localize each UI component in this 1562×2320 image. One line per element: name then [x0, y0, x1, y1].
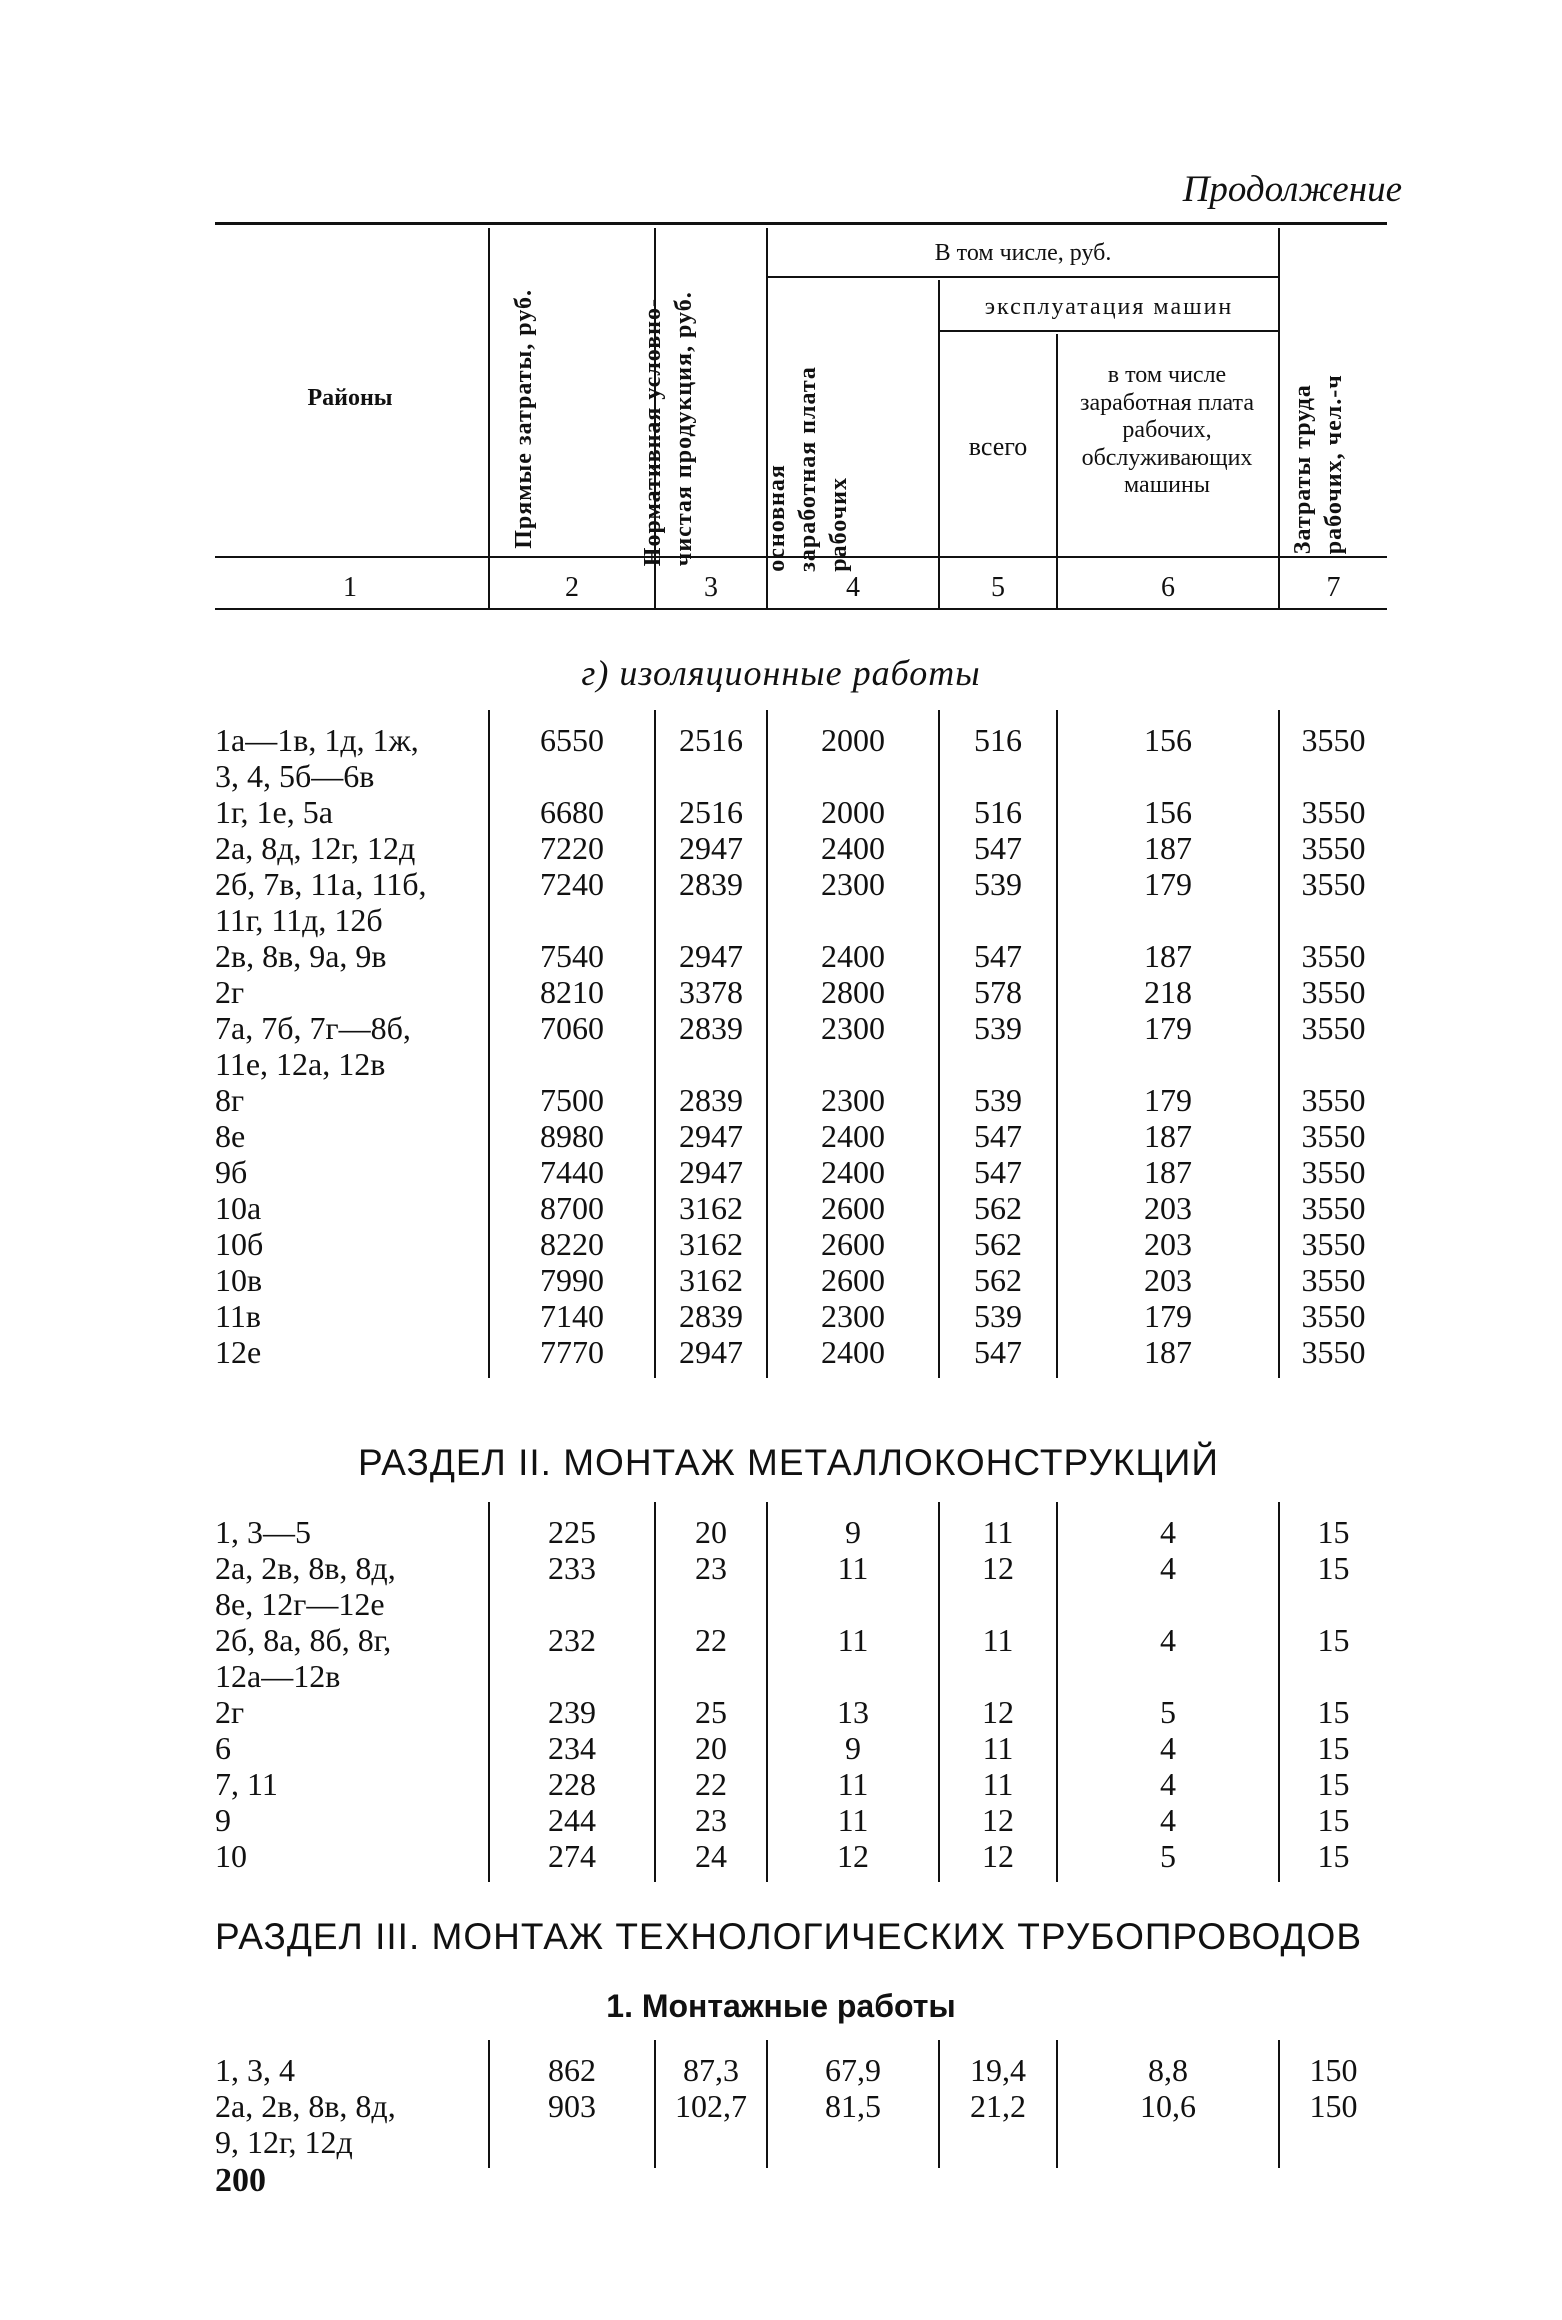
- value-cell: 11: [837, 1802, 869, 1838]
- value-cell: 4: [1160, 1766, 1176, 1802]
- value-cell: 3550: [1301, 1298, 1366, 1334]
- column-divider: [766, 2040, 768, 2168]
- value-cell: 8700: [540, 1190, 604, 1226]
- value-cell: 150: [1309, 2052, 1358, 2088]
- value-cell: 15: [1317, 1694, 1350, 1730]
- value-cell: 187: [1144, 830, 1192, 866]
- value-cell: 516: [974, 794, 1022, 830]
- value-cell: 3550: [1301, 1010, 1366, 1046]
- header-top-rule: [215, 222, 1387, 225]
- value-cell: 2947: [679, 830, 743, 866]
- value-cell: 87,3: [683, 2052, 739, 2088]
- table-row: [0, 2052, 1562, 2088]
- value-cell: 2516: [679, 722, 743, 758]
- value-cell: 8980: [540, 1118, 604, 1154]
- value-cell: 2839: [679, 1010, 743, 1046]
- value-cell: 3162: [679, 1262, 743, 1298]
- value-cell: 539: [974, 1082, 1022, 1118]
- column-divider: [654, 2040, 656, 2168]
- value-cell: 2300: [821, 1010, 885, 1046]
- column-divider: [488, 2040, 490, 2168]
- value-cell: 516: [974, 722, 1022, 758]
- region-cell: 2б, 8а, 8б, 8г,: [215, 1622, 392, 1658]
- region-cell: 10б: [215, 1226, 264, 1262]
- table-row: [0, 1226, 1562, 1262]
- table-row: [0, 794, 1562, 830]
- region-cell: 8е: [215, 1118, 246, 1154]
- value-cell: 150: [1309, 2088, 1358, 2124]
- value-cell: 179: [1144, 1298, 1192, 1334]
- value-cell: 6680: [540, 794, 604, 830]
- including-rule: [768, 276, 1278, 278]
- value-cell: 2300: [821, 866, 885, 902]
- value-cell: 562: [974, 1190, 1022, 1226]
- value-cell: 2947: [679, 1154, 743, 1190]
- value-cell: 2947: [679, 938, 743, 974]
- column-divider: [1056, 1502, 1058, 1882]
- value-cell: 11: [837, 1550, 869, 1586]
- value-cell: 2000: [821, 722, 885, 758]
- value-cell: 903: [548, 2088, 596, 2124]
- table-row: [0, 1082, 1562, 1118]
- value-cell: 3550: [1301, 830, 1366, 866]
- value-cell: 5: [1160, 1694, 1176, 1730]
- table-row: [0, 2088, 1562, 2160]
- value-cell: 2300: [821, 1298, 885, 1334]
- region-cell: 12а—12в: [215, 1658, 341, 1694]
- value-cell: 3550: [1301, 974, 1366, 1010]
- value-cell: 15: [1317, 1550, 1350, 1586]
- value-cell: 8220: [540, 1226, 604, 1262]
- value-cell: 156: [1144, 794, 1192, 830]
- value-cell: 15: [1317, 1622, 1350, 1658]
- value-cell: 11: [982, 1622, 1014, 1658]
- value-cell: 239: [548, 1694, 596, 1730]
- table-row: [0, 866, 1562, 938]
- value-cell: 539: [974, 1010, 1022, 1046]
- colnum-6: 6: [1161, 572, 1175, 603]
- value-cell: 2600: [821, 1226, 885, 1262]
- region-cell: 3, 4, 5б—6в: [215, 758, 375, 794]
- value-cell: 2516: [679, 794, 743, 830]
- value-cell: 2839: [679, 1298, 743, 1334]
- value-cell: 244: [548, 1802, 596, 1838]
- region-cell: 11е, 12а, 12в: [215, 1046, 386, 1082]
- region-cell: 2а, 2в, 8в, 8д,: [215, 1550, 396, 1586]
- colnum-4: 4: [846, 572, 860, 603]
- value-cell: 9: [845, 1514, 861, 1550]
- value-cell: 21,2: [970, 2088, 1026, 2124]
- value-cell: 3550: [1301, 1226, 1366, 1262]
- table-row: [0, 1730, 1562, 1766]
- value-cell: 7240: [540, 866, 604, 902]
- value-cell: 12: [982, 1550, 1014, 1586]
- region-cell: 2г: [215, 1694, 245, 1730]
- value-cell: 4: [1160, 1514, 1176, 1550]
- region-cell: 11в: [215, 1298, 261, 1334]
- value-cell: 81,5: [825, 2088, 881, 2124]
- value-cell: 274: [548, 1838, 596, 1874]
- value-cell: 562: [974, 1262, 1022, 1298]
- column-divider: [766, 710, 768, 1378]
- value-cell: 15: [1317, 1838, 1350, 1874]
- value-cell: 2400: [821, 830, 885, 866]
- value-cell: 22: [695, 1766, 727, 1802]
- table-row: [0, 938, 1562, 974]
- table-row: [0, 1334, 1562, 1370]
- value-cell: 547: [974, 1154, 1022, 1190]
- region-cell: 6: [215, 1730, 231, 1766]
- value-cell: 7060: [540, 1010, 604, 1046]
- value-cell: 15: [1317, 1730, 1350, 1766]
- table-row: [0, 1514, 1562, 1550]
- column-divider: [1278, 1502, 1280, 1882]
- colnum-3: 3: [704, 572, 718, 603]
- header-labor-costs: Затраты труда рабочих, чел.-ч: [1289, 374, 1347, 555]
- value-cell: 15: [1317, 1766, 1350, 1802]
- value-cell: 3550: [1301, 1082, 1366, 1118]
- value-cell: 233: [548, 1550, 596, 1586]
- value-cell: 6550: [540, 722, 604, 758]
- table-row: [0, 722, 1562, 794]
- region-cell: 7а, 7б, 7г—8б,: [215, 1010, 411, 1046]
- section-2-title: РАЗДЕЛ II. МОНТАЖ МЕТАЛЛОКОНСТРУКЦИЙ: [358, 1442, 1219, 1483]
- value-cell: 2600: [821, 1262, 885, 1298]
- page-number: 200: [215, 2162, 266, 2199]
- column-divider: [1056, 2040, 1058, 2168]
- value-cell: 2400: [821, 1154, 885, 1190]
- region-cell: 10в: [215, 1262, 263, 1298]
- value-cell: 3550: [1301, 1334, 1366, 1370]
- colnum-5: 5: [991, 572, 1005, 603]
- value-cell: 20: [695, 1730, 727, 1766]
- region-cell: 1, 3, 4: [215, 2052, 295, 2088]
- region-cell: 9б: [215, 1154, 248, 1190]
- colnum-2: 2: [565, 572, 579, 603]
- table-row: [0, 1154, 1562, 1190]
- value-cell: 179: [1144, 1010, 1192, 1046]
- region-cell: 7, 11: [215, 1766, 278, 1802]
- value-cell: 3550: [1301, 938, 1366, 974]
- value-cell: 7500: [540, 1082, 604, 1118]
- value-cell: 7770: [540, 1334, 604, 1370]
- header-including-wage: в том числе заработная плата рабочих, обслуживающих машины: [1080, 362, 1254, 499]
- value-cell: 539: [974, 1298, 1022, 1334]
- value-cell: 203: [1144, 1226, 1192, 1262]
- value-cell: 7990: [540, 1262, 604, 1298]
- column-divider: [938, 1502, 940, 1882]
- value-cell: 2800: [821, 974, 885, 1010]
- value-cell: 3550: [1301, 1262, 1366, 1298]
- region-cell: 9: [215, 1802, 231, 1838]
- column-divider: [1056, 710, 1058, 1378]
- value-cell: 225: [548, 1514, 596, 1550]
- value-cell: 8,8: [1148, 2052, 1188, 2088]
- value-cell: 2000: [821, 794, 885, 830]
- value-cell: 12: [982, 1802, 1014, 1838]
- table-row: [0, 1550, 1562, 1622]
- value-cell: 23: [695, 1550, 727, 1586]
- header-divider: [1056, 334, 1058, 608]
- colnum-1: 1: [343, 572, 357, 603]
- value-cell: 4: [1160, 1730, 1176, 1766]
- table-row: [0, 1190, 1562, 1226]
- region-cell: 2г: [215, 974, 245, 1010]
- value-cell: 12: [982, 1838, 1014, 1874]
- header-regions: Районы: [307, 385, 393, 411]
- value-cell: 187: [1144, 1334, 1192, 1370]
- section-3-title: РАЗДЕЛ III. МОНТАЖ ТЕХНОЛОГИЧЕСКИХ ТРУБОПРОВОДОВ: [215, 1916, 1363, 1957]
- region-cell: 2а, 8д, 12г, 12д: [215, 830, 416, 866]
- table-row: [0, 1766, 1562, 1802]
- value-cell: 102,7: [675, 2088, 747, 2124]
- value-cell: 15: [1317, 1802, 1350, 1838]
- region-cell: 2в, 8в, 9а, 9в: [215, 938, 387, 974]
- value-cell: 228: [548, 1766, 596, 1802]
- value-cell: 2400: [821, 938, 885, 974]
- value-cell: 23: [695, 1802, 727, 1838]
- colnum-bottom-rule: [215, 608, 1387, 610]
- value-cell: 234: [548, 1730, 596, 1766]
- value-cell: 3550: [1301, 794, 1366, 830]
- header-including-rub: В том числе, руб.: [934, 240, 1112, 266]
- header-divider: [488, 228, 490, 608]
- value-cell: 11: [982, 1766, 1014, 1802]
- value-cell: 2839: [679, 866, 743, 902]
- value-cell: 15: [1317, 1514, 1350, 1550]
- value-cell: 19,4: [970, 2052, 1026, 2088]
- value-cell: 3550: [1301, 866, 1366, 902]
- table-row: [0, 1622, 1562, 1694]
- column-divider: [488, 1502, 490, 1882]
- column-divider: [766, 1502, 768, 1882]
- region-cell: 2б, 7в, 11а, 11б,: [215, 866, 427, 902]
- region-cell: 8е, 12г—12е: [215, 1586, 385, 1622]
- table-row: [0, 1298, 1562, 1334]
- value-cell: 547: [974, 830, 1022, 866]
- column-divider: [938, 2040, 940, 2168]
- table-row: [0, 1118, 1562, 1154]
- value-cell: 13: [837, 1694, 869, 1730]
- table-row: [0, 830, 1562, 866]
- value-cell: 20: [695, 1514, 727, 1550]
- region-cell: 1, 3—5: [215, 1514, 311, 1550]
- value-cell: 2839: [679, 1082, 743, 1118]
- region-cell: 10а: [215, 1190, 262, 1226]
- value-cell: 2947: [679, 1334, 743, 1370]
- section-3-subtitle: 1. Монтажные работы: [606, 1988, 956, 2024]
- value-cell: 4: [1160, 1550, 1176, 1586]
- section-2-rows: [0, 1514, 1562, 1874]
- section-g-title: г) изоляционные работы: [581, 653, 981, 693]
- value-cell: 3550: [1301, 722, 1366, 758]
- value-cell: 2300: [821, 1082, 885, 1118]
- value-cell: 2947: [679, 1118, 743, 1154]
- region-cell: 10: [215, 1838, 247, 1874]
- value-cell: 3162: [679, 1226, 743, 1262]
- value-cell: 562: [974, 1226, 1022, 1262]
- value-cell: 4: [1160, 1622, 1176, 1658]
- value-cell: 218: [1144, 974, 1192, 1010]
- value-cell: 2400: [821, 1334, 885, 1370]
- value-cell: 187: [1144, 1118, 1192, 1154]
- value-cell: 2400: [821, 1118, 885, 1154]
- header-machine-operation: эксплуатация машин: [984, 294, 1234, 320]
- value-cell: 9: [845, 1730, 861, 1766]
- value-cell: 11: [982, 1730, 1014, 1766]
- table-row: [0, 1838, 1562, 1874]
- value-cell: 3550: [1301, 1190, 1366, 1226]
- value-cell: 3550: [1301, 1118, 1366, 1154]
- header-normative-product: Нормативная условно-чистая продукция, руб.: [639, 291, 697, 567]
- column-divider: [654, 1502, 656, 1882]
- column-divider: [654, 710, 656, 1378]
- value-cell: 8210: [540, 974, 604, 1010]
- value-cell: 179: [1144, 1082, 1192, 1118]
- value-cell: 12: [837, 1838, 869, 1874]
- table-row: [0, 1262, 1562, 1298]
- value-cell: 7140: [540, 1298, 604, 1334]
- machines-rule: [940, 330, 1278, 332]
- value-cell: 11: [837, 1622, 869, 1658]
- region-cell: 1а—1в, 1д, 1ж,: [215, 722, 419, 758]
- value-cell: 2600: [821, 1190, 885, 1226]
- value-cell: 547: [974, 1334, 1022, 1370]
- region-cell: 2а, 2в, 8в, 8д,: [215, 2088, 396, 2124]
- value-cell: 11: [982, 1514, 1014, 1550]
- table-row: [0, 1694, 1562, 1730]
- region-cell: 9, 12г, 12д: [215, 2124, 353, 2160]
- value-cell: 10,6: [1140, 2088, 1196, 2124]
- header-base-wage: основная заработная плата рабочих: [764, 366, 853, 572]
- value-cell: 12: [982, 1694, 1014, 1730]
- value-cell: 22: [695, 1622, 727, 1658]
- column-divider: [488, 710, 490, 1378]
- value-cell: 862: [548, 2052, 596, 2088]
- value-cell: 187: [1144, 1154, 1192, 1190]
- column-divider: [1278, 710, 1280, 1378]
- value-cell: 3162: [679, 1190, 743, 1226]
- value-cell: 25: [695, 1694, 727, 1730]
- colnum-7: 7: [1326, 572, 1341, 603]
- region-cell: 12е: [215, 1334, 262, 1370]
- value-cell: 11: [837, 1766, 869, 1802]
- continuation-label: Продолжение: [1182, 169, 1402, 210]
- table-row: [0, 974, 1562, 1010]
- value-cell: 5: [1160, 1838, 1176, 1874]
- value-cell: 187: [1144, 938, 1192, 974]
- value-cell: 7540: [540, 938, 604, 974]
- value-cell: 547: [974, 1118, 1022, 1154]
- table-row: [0, 1802, 1562, 1838]
- section-3-rows: [0, 2052, 1562, 2160]
- header-divider: [1278, 228, 1280, 608]
- value-cell: 4: [1160, 1802, 1176, 1838]
- value-cell: 203: [1144, 1190, 1192, 1226]
- value-cell: 547: [974, 938, 1022, 974]
- region-cell: 1г, 1е, 5а: [215, 794, 333, 830]
- region-cell: 8г: [215, 1082, 245, 1118]
- value-cell: 578: [974, 974, 1022, 1010]
- value-cell: 67,9: [825, 2052, 881, 2088]
- value-cell: 232: [548, 1622, 596, 1658]
- value-cell: 203: [1144, 1262, 1192, 1298]
- value-cell: 179: [1144, 866, 1192, 902]
- value-cell: 3378: [679, 974, 743, 1010]
- column-divider: [1278, 2040, 1280, 2168]
- section-g-rows: [0, 722, 1562, 1370]
- value-cell: 7440: [540, 1154, 604, 1190]
- table-row: [0, 1010, 1562, 1082]
- value-cell: 24: [695, 1838, 727, 1874]
- region-cell: 11г, 11д, 12б: [215, 902, 383, 938]
- value-cell: 3550: [1301, 1154, 1366, 1190]
- column-divider: [938, 710, 940, 1378]
- header-direct-costs: Прямые затраты, руб.: [511, 288, 538, 549]
- header-total: всего: [968, 432, 1028, 461]
- value-cell: 156: [1144, 722, 1192, 758]
- value-cell: 539: [974, 866, 1022, 902]
- value-cell: 7220: [540, 830, 604, 866]
